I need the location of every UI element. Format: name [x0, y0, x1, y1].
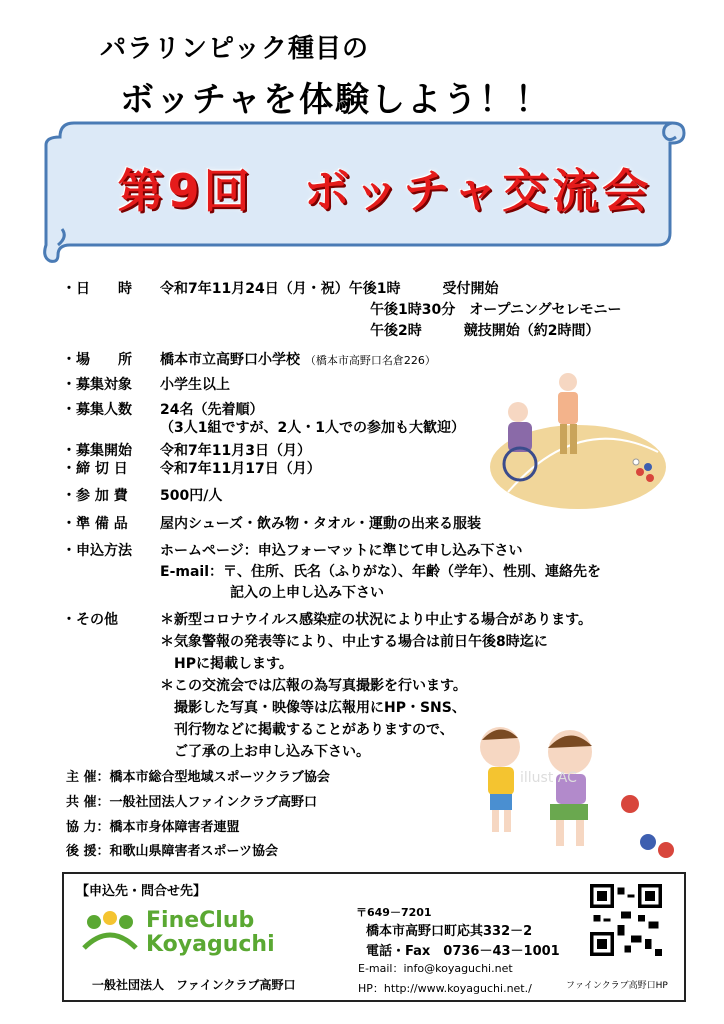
- value-start: 令和7年11月3日（月）: [160, 443, 311, 459]
- place-name: 橋本市立高野口小学校: [160, 352, 300, 368]
- label-datetime: ・日 時: [62, 281, 132, 297]
- value-deadline: 令和7年11月17日（月）: [160, 461, 321, 477]
- value-other-5: 撮影した写真・映像等は広報用にHP・SNS、: [160, 700, 466, 716]
- qr-caption: ファインクラブ高野口HP: [566, 981, 668, 991]
- boccia-wheelchair-illustration: [488, 372, 668, 512]
- value-other-2: ＊気象警報の発表等により、中止する場合は前日午後8時迄に: [160, 634, 548, 650]
- organizer-support: 後 援：和歌山県障害者スポーツ協会: [66, 844, 279, 859]
- value-capacity-2: （3人1組ですが、2人・1人での参加も大歓迎）: [160, 420, 465, 436]
- kids-playing-illustration: [460, 712, 690, 862]
- value-capacity-1: 24名（先着順）: [160, 402, 264, 418]
- value-apply-3: 記入の上申し込み下さい: [160, 585, 384, 601]
- value-other-6: 刊行物などに掲載することがありますので、: [160, 722, 454, 738]
- value-items: 屋内シューズ・飲み物・タオル・運動の出来る服装: [160, 516, 482, 532]
- label-capacity: ・募集人数: [62, 402, 132, 418]
- organizer-host: 主 催：橋本市総合型地域スポーツクラブ協会: [66, 770, 330, 785]
- label-deadline: ・締 切 日: [62, 461, 128, 477]
- value-place: [160, 350, 436, 371]
- event-title: 第9回 ボッチャ交流会: [117, 164, 653, 218]
- label-other: ・その他: [62, 612, 118, 628]
- illust-ac-watermark: illust AC: [520, 770, 577, 786]
- email: E-mail：info@koyaguchi.net: [358, 962, 513, 975]
- value-datetime-3: 午後2時 競技開始（約2時間）: [160, 323, 600, 339]
- tel-fax: 電話・Fax 0736－43－1001: [366, 944, 560, 959]
- value-other-1: ＊新型コロナウイルス感染症の状況により中止する場合があります。: [160, 612, 593, 628]
- place-address: （橋本市高野口名倉226）: [304, 354, 436, 367]
- organizer-cooperation: 協 力：橋本市身体障害者連盟: [66, 820, 240, 835]
- org-name: 一般社団法人 ファインクラブ高野口: [92, 978, 296, 992]
- postal-code: 〒649－7201: [356, 906, 432, 919]
- headline-boccia: ボッチャを体験しよう！！: [120, 80, 551, 120]
- label-fee: ・参 加 費: [62, 488, 128, 504]
- logo-text-fineclub: FineClub: [146, 908, 255, 933]
- value-target: 小学生以上: [160, 377, 230, 393]
- value-other-4: ＊この交流会では広報の為写真撮影を行います。: [160, 678, 467, 694]
- organizer-cohost: 共 催：一般社団法人ファインクラブ高野口: [66, 795, 318, 810]
- headline-paralympic: パラリンピック種目の: [100, 34, 369, 64]
- label-target: ・募集対象: [62, 377, 132, 393]
- value-apply-1: ホームページ：申込フォーマットに準じて申し込み下さい: [160, 543, 523, 559]
- label-items: ・準 備 品: [62, 516, 128, 532]
- logo-text-koyaguchi: Koyaguchi: [146, 932, 275, 957]
- label-start: ・募集開始: [62, 443, 132, 459]
- value-datetime-1: 令和7年11月24日（月・祝）午後1時 受付開始: [160, 281, 499, 297]
- value-fee: 500円/人: [160, 488, 223, 504]
- value-other-7: ご了承の上お申し込み下さい。: [160, 744, 370, 760]
- qr-code-icon: [590, 884, 662, 956]
- fineclub-logo-icon: [80, 908, 140, 956]
- address: 橋本市高野口町応其332－2: [366, 924, 533, 939]
- value-other-3: HPに掲載します。: [160, 656, 293, 672]
- label-place: ・場 所: [62, 352, 132, 368]
- contact-heading: 【申込先・問合せ先】: [76, 884, 207, 899]
- value-datetime-2: 午後1時30分 オープニングセレモニー: [160, 302, 622, 318]
- label-apply: ・申込方法: [62, 543, 132, 559]
- homepage-url: HP：http://www.koyaguchi.net./: [358, 982, 532, 995]
- value-apply-2: E-mail：〒、住所、氏名（ふりがな）、年齢（学年）、性別、連絡先を: [160, 564, 602, 580]
